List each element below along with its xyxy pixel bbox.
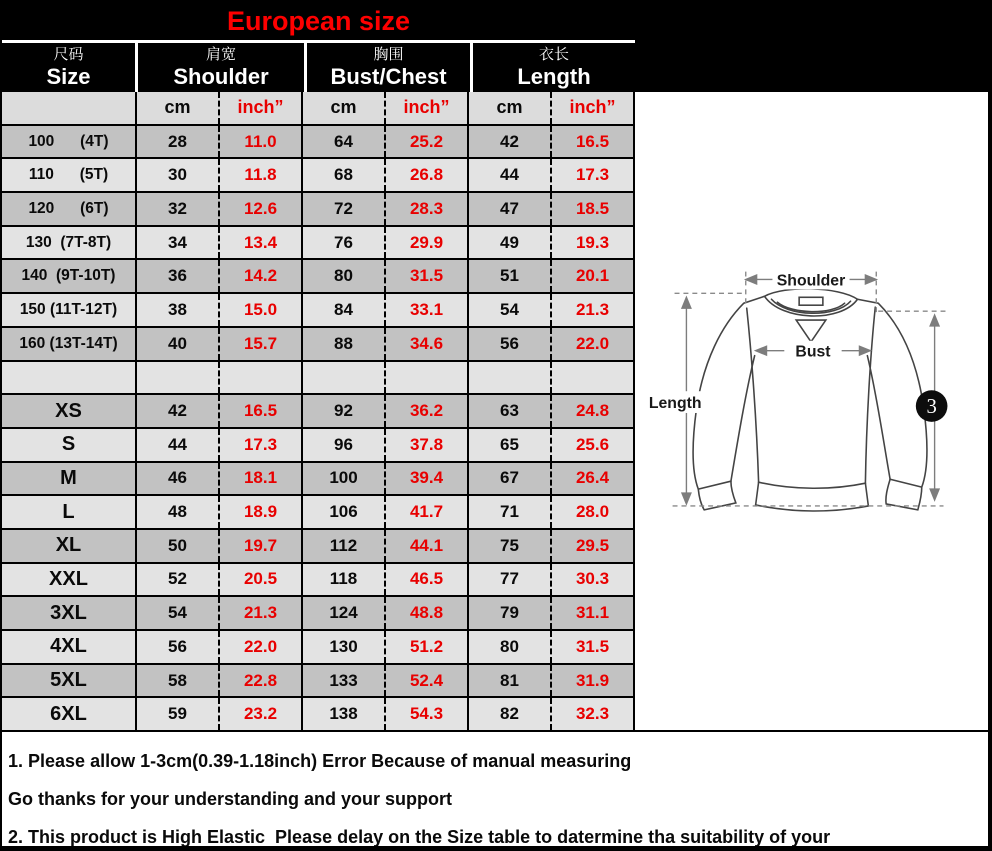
diagram-labels — [647, 269, 948, 422]
inch-value-cell: 26.8 — [384, 159, 467, 191]
cm-value-cell: 42 — [135, 395, 218, 427]
size-cell: 4XL — [50, 635, 87, 658]
unit-cell-cm: cm — [467, 92, 550, 124]
cm-value-cell: 59 — [135, 698, 218, 730]
cm-value-cell: 106 — [301, 496, 384, 528]
table-row — [2, 159, 633, 193]
inch-value-cell: 11.8 — [218, 159, 301, 191]
inch-value-cell: 17.3 — [218, 429, 301, 461]
cm-value-cell: 92 — [301, 395, 384, 427]
header-shoulder-zh: 肩宽 — [205, 46, 236, 63]
cm-value-cell: 96 — [301, 429, 384, 461]
inch-value-cell: 23.2 — [218, 698, 301, 730]
bust-label: Bust — [795, 343, 831, 361]
inch-value-cell: 24.8 — [550, 395, 633, 427]
table-row — [2, 227, 633, 261]
size-cell: 100 (4T) — [28, 132, 109, 150]
table-row — [2, 496, 633, 530]
cm-value-cell: 67 — [467, 463, 550, 495]
unit-cell-inch: inch” — [384, 92, 467, 124]
table-row — [2, 665, 633, 699]
page-title: European size — [226, 6, 411, 36]
sweatshirt-outline — [693, 289, 927, 511]
inch-value-cell: 31.5 — [550, 631, 633, 663]
inch-value-cell: 51.2 — [384, 631, 467, 663]
measurement-arrows — [682, 275, 939, 504]
cm-value-cell: 28 — [135, 126, 218, 158]
inch-value-cell — [218, 362, 301, 394]
cm-value-cell: 58 — [135, 665, 218, 697]
size-cell: 160 (13T-14T) — [19, 334, 118, 352]
inch-value-cell — [384, 362, 467, 394]
inch-value-cell: 54.3 — [384, 698, 467, 730]
cm-value-cell: 64 — [301, 126, 384, 158]
inch-value-cell: 19.3 — [550, 227, 633, 259]
size-table — [2, 92, 635, 730]
header-size-zh: 尺码 — [53, 46, 84, 63]
footer-note-1: 1. Please allow 1-3cm(0.39-1.18inch) Error Because of manual measuring — [8, 751, 632, 771]
cm-value-cell: 80 — [301, 260, 384, 292]
header-bust-en: Bust/Chest — [330, 64, 447, 89]
cm-value-cell: 81 — [467, 665, 550, 697]
cm-value-cell: 32 — [135, 193, 218, 225]
header-shoulder-en: Shoulder — [173, 64, 269, 89]
cm-value-cell — [301, 362, 384, 394]
measurement-diagram — [635, 92, 988, 730]
inch-value-cell: 20.1 — [550, 260, 633, 292]
table-header-row — [2, 40, 635, 92]
cm-value-cell: 82 — [467, 698, 550, 730]
cm-value-cell: 34 — [135, 227, 218, 259]
size-cell: 120 (6T) — [28, 199, 109, 217]
inch-value-cell: 39.4 — [384, 463, 467, 495]
table-row — [2, 564, 633, 598]
cm-value-cell: 112 — [301, 530, 384, 562]
length-label: Length — [648, 395, 702, 413]
inch-value-cell: 52.4 — [384, 665, 467, 697]
size-cell: S — [61, 433, 76, 456]
table-row — [2, 631, 633, 665]
table-row — [2, 395, 633, 429]
size-cell: 6XL — [50, 702, 87, 725]
size-cell: 130 (7T-8T) — [25, 233, 112, 251]
inch-value-cell: 31.1 — [550, 597, 633, 629]
inch-value-cell: 29.5 — [550, 530, 633, 562]
size-cell: L — [62, 500, 75, 523]
unit-cell-inch: inch” — [218, 92, 301, 124]
inch-value-cell: 28.0 — [550, 496, 633, 528]
table-row — [2, 530, 633, 564]
cm-value-cell: 63 — [467, 395, 550, 427]
table-row — [2, 260, 633, 294]
cm-value-cell: 40 — [135, 328, 218, 360]
cm-value-cell: 76 — [301, 227, 384, 259]
inch-value-cell: 30.3 — [550, 564, 633, 596]
inch-value-cell: 29.9 — [384, 227, 467, 259]
header-col-length — [470, 43, 635, 92]
cm-value-cell: 118 — [301, 564, 384, 596]
inch-value-cell: 46.5 — [384, 564, 467, 596]
inch-value-cell: 15.7 — [218, 328, 301, 360]
inch-value-cell: 15.0 — [218, 294, 301, 326]
table-row — [2, 328, 633, 362]
unit-cell-empty — [2, 92, 135, 124]
inch-value-cell: 18.9 — [218, 496, 301, 528]
inch-value-cell: 22.0 — [550, 328, 633, 360]
inch-value-cell: 20.5 — [218, 564, 301, 596]
cm-value-cell: 84 — [301, 294, 384, 326]
cm-value-cell: 54 — [135, 597, 218, 629]
cm-value-cell: 36 — [135, 260, 218, 292]
inch-value-cell: 33.1 — [384, 294, 467, 326]
size-cell: 110 (5T) — [28, 166, 109, 184]
cm-value-cell: 124 — [301, 597, 384, 629]
cm-value-cell — [467, 362, 550, 394]
cm-value-cell: 138 — [301, 698, 384, 730]
cm-value-cell: 68 — [301, 159, 384, 191]
shoulder-label: Shoulder — [776, 272, 846, 290]
inch-value-cell: 11.0 — [218, 126, 301, 158]
sleeve-marker-number: 3 — [926, 395, 937, 418]
inch-value-cell: 16.5 — [550, 126, 633, 158]
unit-row — [2, 92, 633, 126]
table-row — [2, 597, 633, 631]
inch-value-cell: 21.3 — [218, 597, 301, 629]
cm-value-cell: 72 — [301, 193, 384, 225]
table-row — [2, 126, 633, 160]
header-col-bust — [304, 43, 470, 92]
cm-value-cell: 50 — [135, 530, 218, 562]
table-row — [2, 463, 633, 497]
inch-value-cell: 18.1 — [218, 463, 301, 495]
table-row — [2, 698, 633, 730]
size-cell: 5XL — [50, 669, 87, 692]
table-row — [2, 294, 633, 328]
size-cell — [2, 362, 135, 394]
footer-notes — [2, 730, 988, 846]
inch-value-cell: 26.4 — [550, 463, 633, 495]
inch-value-cell: 28.3 — [384, 193, 467, 225]
header-col-shoulder — [135, 43, 304, 92]
cm-value-cell: 30 — [135, 159, 218, 191]
inch-value-cell: 31.5 — [384, 260, 467, 292]
cm-value-cell: 54 — [467, 294, 550, 326]
cm-value-cell: 49 — [467, 227, 550, 259]
cm-value-cell: 100 — [301, 463, 384, 495]
cm-value-cell: 77 — [467, 564, 550, 596]
header-size-en: Size — [46, 64, 91, 89]
cm-value-cell: 56 — [135, 631, 218, 663]
cm-value-cell: 52 — [135, 564, 218, 596]
size-cell: XXL — [49, 567, 88, 590]
cm-value-cell: 47 — [467, 193, 550, 225]
inch-value-cell: 17.3 — [550, 159, 633, 191]
table-row — [2, 362, 633, 396]
size-cell: 140 (9T-10T) — [21, 267, 116, 285]
cm-value-cell: 71 — [467, 496, 550, 528]
header-col-size — [2, 43, 135, 92]
inch-value-cell: 12.6 — [218, 193, 301, 225]
cm-value-cell: 46 — [135, 463, 218, 495]
inch-value-cell: 22.0 — [218, 631, 301, 663]
size-cell: 150 (11T-12T) — [19, 300, 118, 318]
inch-value-cell: 14.2 — [218, 260, 301, 292]
inch-value-cell: 44.1 — [384, 530, 467, 562]
inch-value-cell: 25.6 — [550, 429, 633, 461]
cm-value-cell: 80 — [467, 631, 550, 663]
inch-value-cell: 18.5 — [550, 193, 633, 225]
inch-value-cell: 37.8 — [384, 429, 467, 461]
cm-value-cell: 65 — [467, 429, 550, 461]
inch-value-cell: 48.8 — [384, 597, 467, 629]
header-band — [2, 0, 988, 92]
table-row — [2, 193, 633, 227]
cm-value-cell: 79 — [467, 597, 550, 629]
unit-cell-inch: inch” — [550, 92, 633, 124]
cm-value-cell — [135, 362, 218, 394]
cm-value-cell: 130 — [301, 631, 384, 663]
cm-value-cell: 44 — [135, 429, 218, 461]
unit-cell-cm: cm — [301, 92, 384, 124]
inch-value-cell: 32.3 — [550, 698, 633, 730]
size-cell: M — [60, 466, 77, 489]
cm-value-cell: 51 — [467, 260, 550, 292]
inch-value-cell: 22.8 — [218, 665, 301, 697]
header-bust-zh: 胸围 — [373, 46, 404, 63]
inch-value-cell — [550, 362, 633, 394]
cm-value-cell: 88 — [301, 328, 384, 360]
sweatshirt-diagram-svg — [635, 92, 988, 730]
reference-dashed-lines — [673, 272, 950, 506]
unit-cell-cm: cm — [135, 92, 218, 124]
cm-value-cell: 38 — [135, 294, 218, 326]
size-cell: XL — [55, 534, 82, 557]
size-cell: XS — [55, 399, 82, 422]
inch-value-cell: 41.7 — [384, 496, 467, 528]
inch-value-cell: 16.5 — [218, 395, 301, 427]
inch-value-cell: 34.6 — [384, 328, 467, 360]
inch-value-cell: 31.9 — [550, 665, 633, 697]
header-length-en: Length — [517, 64, 591, 89]
inch-value-cell: 36.2 — [384, 395, 467, 427]
cm-value-cell: 44 — [467, 159, 550, 191]
cm-value-cell: 56 — [467, 328, 550, 360]
table-row — [2, 429, 633, 463]
inch-value-cell: 21.3 — [550, 294, 633, 326]
cm-value-cell: 48 — [135, 496, 218, 528]
footer-note-2: Go thanks for your understanding and your support — [8, 789, 453, 809]
header-length-zh: 衣长 — [538, 46, 569, 63]
inch-value-cell: 25.2 — [384, 126, 467, 158]
cm-value-cell: 133 — [301, 665, 384, 697]
inch-value-cell: 19.7 — [218, 530, 301, 562]
inch-value-cell: 13.4 — [218, 227, 301, 259]
cm-value-cell: 42 — [467, 126, 550, 158]
cm-value-cell: 75 — [467, 530, 550, 562]
size-cell: 3XL — [50, 601, 87, 624]
footer-note-3: 2. This product is High Elastic Please delay on the Size table to datermine tha suitability of your — [8, 827, 831, 847]
